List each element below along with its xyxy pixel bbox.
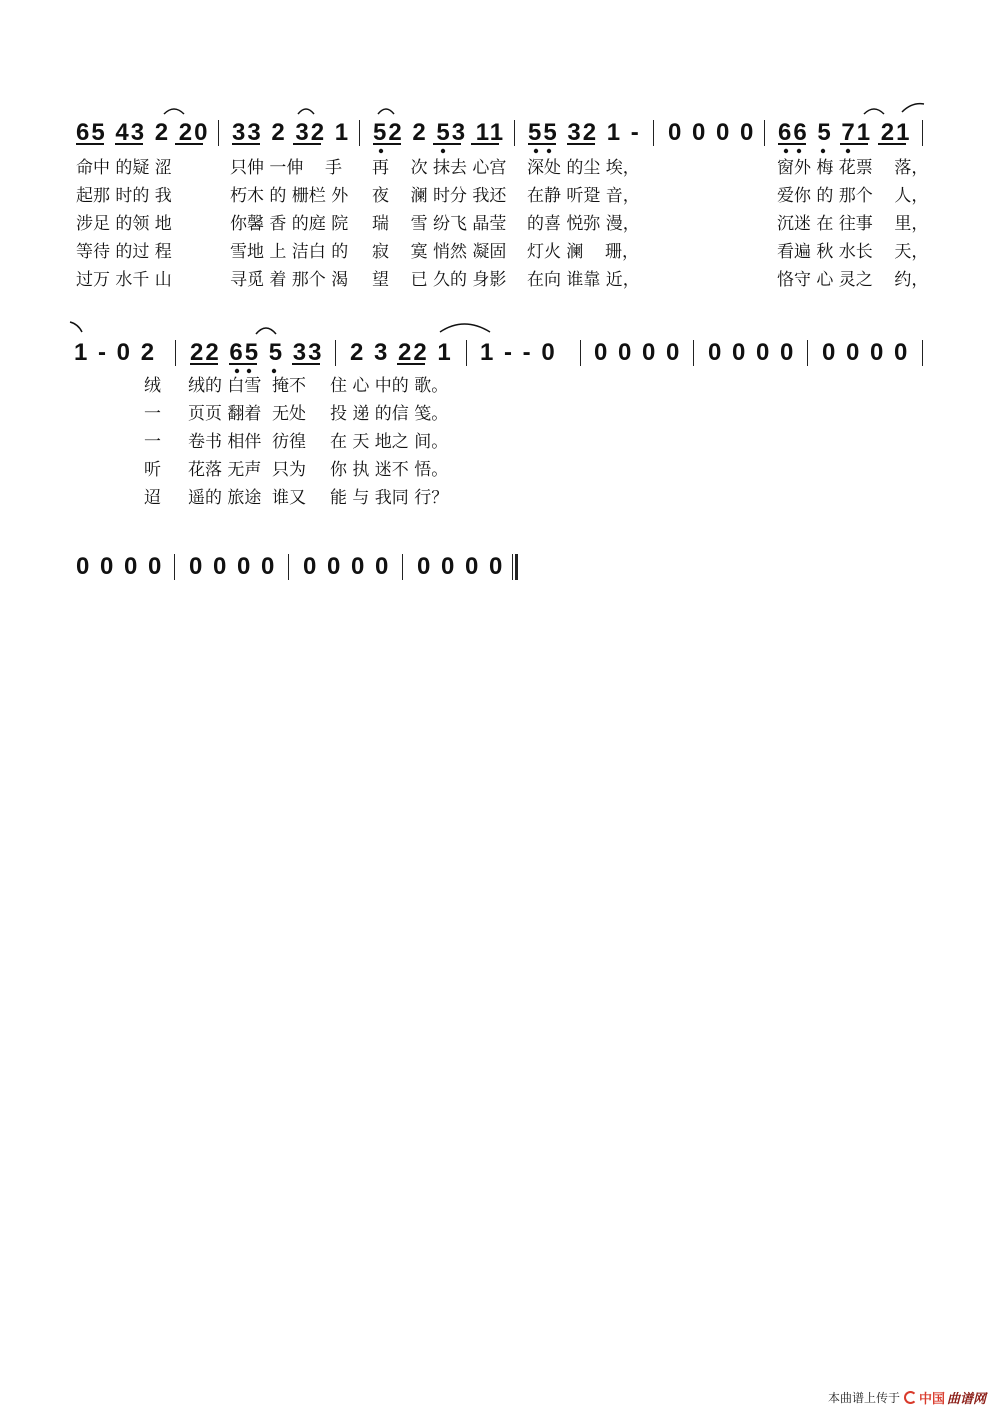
lyric-phrase: 只伸 一伸 手 xyxy=(230,158,343,178)
lyric-phrase: 爱你 的 那个 人， xyxy=(777,186,929,206)
lyric-phrase: 夜 澜 时分 我还 xyxy=(372,186,507,206)
lyric-phrase: 绒的 白雪 xyxy=(188,376,262,396)
measure: 52 2 53 11 xyxy=(373,119,506,146)
lyric-phrase: 绒 xyxy=(144,376,161,396)
lyric-phrase: 恪守 心 灵之 约， xyxy=(777,270,929,290)
barline xyxy=(288,554,289,580)
barline xyxy=(174,554,175,580)
lyric-phrase: 花落 无声 xyxy=(188,460,262,480)
measure: 0 0 0 0 xyxy=(76,553,164,580)
lyric-phrase: 遥的 旅途 xyxy=(188,488,262,508)
barline xyxy=(653,120,654,146)
lyric-phrase: 谁又 xyxy=(272,488,306,508)
barline xyxy=(693,340,694,366)
lyric-phrase: 的喜 悦弥 漫， xyxy=(527,214,640,234)
lyric-phrase: 过万 水千 山 xyxy=(76,270,172,290)
lyric-phrase: 卷书 相伴 xyxy=(188,432,262,452)
lyric-phrase: 看遍 秋 水长 天， xyxy=(777,242,929,262)
measure: 0 0 0 0 xyxy=(303,553,391,580)
measure: 66 5 71 21 xyxy=(778,119,912,146)
measure: 55 32 1 - xyxy=(528,119,641,146)
lyric-phrase: 你 执 迷不 悟。 xyxy=(330,460,449,480)
lyric-phrase: 窗外 梅 花票 落， xyxy=(777,158,929,178)
final-barline xyxy=(512,554,518,580)
verse-line xyxy=(0,186,1000,206)
upload-credit xyxy=(828,1388,986,1407)
lyric-phrase: 迢 xyxy=(144,488,161,508)
measure: 22 65 5 33 xyxy=(190,339,324,366)
lyric-phrase: 瑞 雪 纷飞 晶莹 xyxy=(372,214,507,234)
measure: 65 43 2 20 xyxy=(76,119,210,146)
lyric-phrase: 一 xyxy=(144,432,161,452)
barline xyxy=(402,554,403,580)
lyric-phrase: 无处 xyxy=(272,404,306,424)
barline xyxy=(764,120,765,146)
measure: 2 3 22 1 xyxy=(350,339,453,366)
measure: 0 0 0 0 xyxy=(189,553,277,580)
measure: 1 - 0 2 xyxy=(74,339,157,366)
verse-line xyxy=(0,158,1000,178)
lyric-phrase: 寻觅 着 那个 渴 xyxy=(230,270,349,290)
lyric-phrase: 在向 谁靠 近， xyxy=(527,270,640,290)
measure: 0 0 0 0 xyxy=(668,119,756,146)
lyric-phrase: 掩不 xyxy=(272,376,306,396)
measure: 0 0 0 0 xyxy=(417,553,505,580)
barline xyxy=(335,340,336,366)
lyric-phrase: 寂 寞 悄然 凝固 xyxy=(372,242,507,262)
barline xyxy=(580,340,581,366)
lyric-phrase: 一 xyxy=(144,404,161,424)
lyric-phrase: 涉足 的领 地 xyxy=(76,214,172,234)
site-logo xyxy=(904,1388,986,1407)
upload-credit-label: 本曲谱上传于 xyxy=(827,1391,900,1405)
lyric-phrase: 雪地 上 洁白 的 xyxy=(230,242,349,262)
measure: 0 0 0 0 xyxy=(708,339,796,366)
lyric-phrase: 沉迷 在 往事 里， xyxy=(777,214,929,234)
barline xyxy=(922,120,923,146)
lyric-phrase: 住 心 中的 歌。 xyxy=(330,376,449,396)
lyric-phrase: 深处 的尘 埃， xyxy=(527,158,640,178)
barline xyxy=(175,340,176,366)
site-name-part: 中国 xyxy=(918,1392,945,1407)
barline xyxy=(922,340,923,366)
verse-line xyxy=(0,270,1000,290)
barline xyxy=(514,120,515,146)
lyric-phrase: 投 递 的信 笺。 xyxy=(330,404,449,424)
lyric-phrase: 等待 的过 程 xyxy=(76,242,172,262)
measure: 0 0 0 0 xyxy=(822,339,910,366)
lyric-phrase: 望 已 久的 身影 xyxy=(372,270,507,290)
lyric-phrase: 只为 xyxy=(272,460,306,480)
lyric-phrase: 在静 听跫 音， xyxy=(527,186,640,206)
lyric-phrase: 能 与 我同 行？ xyxy=(330,488,449,508)
measure: 0 0 0 0 xyxy=(594,339,682,366)
verse-line xyxy=(0,488,1000,508)
barline xyxy=(218,120,219,146)
lyric-phrase: 再 次 抹去 心宫 xyxy=(372,158,507,178)
site-name-part: 曲谱网 xyxy=(946,1392,986,1407)
verse-line xyxy=(0,214,1000,234)
verse-line xyxy=(0,460,1000,480)
lyric-phrase: 听 xyxy=(144,460,161,480)
barline xyxy=(466,340,467,366)
lyric-phrase: 你馨 香 的庭 院 xyxy=(230,214,349,234)
lyric-phrase: 彷徨 xyxy=(272,432,306,452)
lyric-phrase: 灯火 澜 珊， xyxy=(527,242,640,262)
lyric-phrase: 朽木 的 栅栏 外 xyxy=(230,186,349,206)
lyric-phrase: 在 天 地之 间。 xyxy=(330,432,449,452)
lyric-phrase: 命中 的疑 涩 xyxy=(76,158,172,178)
barline xyxy=(807,340,808,366)
measure: 33 2 32 1 xyxy=(232,119,351,146)
verse-line xyxy=(0,376,1000,396)
barline xyxy=(359,120,360,146)
lyric-phrase: 页页 翻着 xyxy=(188,404,262,424)
verse-line xyxy=(0,404,1000,424)
qupu-logo-icon xyxy=(904,1391,917,1404)
lyric-phrase: 起那 时的 我 xyxy=(76,186,172,206)
measure: 1 - - 0 xyxy=(480,339,557,366)
verse-line xyxy=(0,432,1000,452)
verse-line xyxy=(0,242,1000,262)
